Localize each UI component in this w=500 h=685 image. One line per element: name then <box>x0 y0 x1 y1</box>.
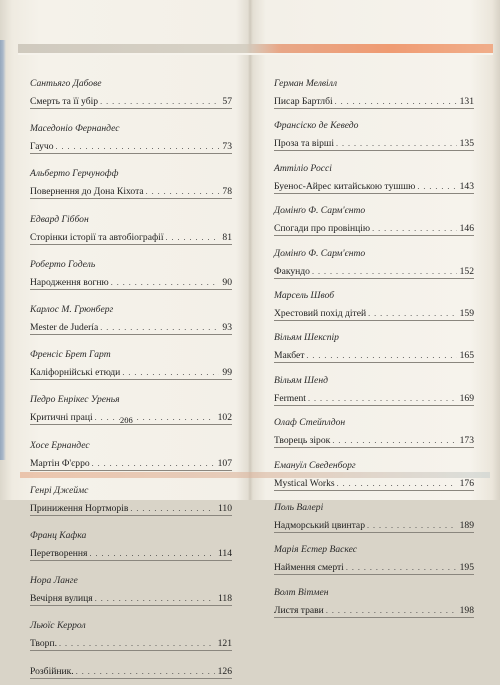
toc-title: Творп. <box>30 638 57 650</box>
toc-author: Педро Енрікес Уренья <box>30 394 120 406</box>
toc-page-number: 135 <box>459 138 474 150</box>
toc-line <box>30 592 232 606</box>
toc-entry <box>274 290 474 332</box>
toc-entry <box>274 205 474 247</box>
toc-title: Надморський цвинтар <box>274 519 365 531</box>
toc-page-number: 90 <box>222 276 232 288</box>
toc-title: Mystical Works <box>274 477 335 489</box>
leader-dots <box>336 137 457 150</box>
leader-dots <box>95 592 215 605</box>
toc-author: Франсіско де Кеведо <box>274 120 359 132</box>
toc-page-number: 73 <box>222 141 232 153</box>
toc-entry <box>30 214 232 259</box>
leader-dots <box>346 561 457 574</box>
toc-line <box>274 477 474 491</box>
toc-page-number: 114 <box>217 547 232 559</box>
page-top-edge <box>18 44 493 53</box>
toc-entry <box>30 259 232 304</box>
left-page-contents <box>30 78 232 685</box>
toc-line <box>30 366 232 380</box>
toc-entry <box>274 544 474 586</box>
toc-page-number: 169 <box>459 392 474 404</box>
toc-line <box>274 265 474 279</box>
toc-title: Мартін Ф'єрро <box>30 457 90 469</box>
toc-entry <box>30 440 232 485</box>
toc-page-number: 146 <box>459 223 474 235</box>
toc-title: Факундо <box>274 265 310 277</box>
toc-author: Марія Естер Васкес <box>274 544 358 556</box>
toc-author: Френсіс Брет Гарт <box>30 349 111 361</box>
toc-entry <box>30 530 232 575</box>
toc-page-number: 198 <box>459 604 474 616</box>
toc-page-number: 143 <box>459 180 474 192</box>
toc-author: Домінґо Ф. Сарм'єнто <box>274 205 366 217</box>
toc-title: Вечірня вулиця <box>30 593 93 605</box>
toc-author: Герман Мелвілл <box>274 78 338 89</box>
toc-title: Макбет <box>274 350 305 362</box>
toc-line <box>274 180 474 194</box>
toc-page-number: 173 <box>459 435 474 447</box>
toc-title: Листя трави <box>274 604 324 616</box>
leader-dots <box>100 321 219 334</box>
toc-page-number: 165 <box>459 350 474 362</box>
toc-author: Нора Ланге <box>30 575 78 587</box>
toc-line <box>30 502 232 516</box>
toc-page-number: 107 <box>217 457 232 469</box>
leader-dots <box>417 180 456 193</box>
toc-line <box>30 185 232 199</box>
toc-entry <box>30 123 232 168</box>
leader-dots <box>76 665 215 678</box>
toc-page-number: 110 <box>217 502 232 514</box>
toc-page-number: 81 <box>222 231 232 243</box>
page-number: 206 <box>120 415 133 425</box>
leader-dots <box>56 140 220 153</box>
toc-page-number: 57 <box>222 96 232 107</box>
toc-author: Аттіліо Россі <box>274 162 332 174</box>
toc-title: Розбійник. <box>30 666 74 678</box>
toc-author: Марсель Швоб <box>274 289 335 301</box>
toc-entry <box>30 575 232 620</box>
leader-dots <box>146 185 220 198</box>
leader-dots <box>92 457 215 470</box>
toc-title: Перетворення <box>30 547 88 559</box>
toc-title: Наймення смерті <box>274 562 344 574</box>
toc-title: Творець зірок <box>274 435 331 447</box>
page-top-line <box>18 53 493 55</box>
toc-entry <box>30 304 232 349</box>
leader-dots <box>166 231 220 244</box>
toc-author: Вільям Шенд <box>274 374 328 386</box>
toc-entry <box>274 587 474 629</box>
toc-author: Генрі Джеймс <box>30 484 89 496</box>
toc-title: Смерть та її убір <box>30 96 99 107</box>
leader-dots <box>130 502 215 515</box>
toc-page-number: 93 <box>222 321 232 333</box>
toc-title: Народження вогню <box>30 276 109 288</box>
toc-line <box>30 637 232 651</box>
toc-entry <box>30 78 232 123</box>
toc-entry <box>30 168 232 213</box>
toc-entry <box>274 502 474 544</box>
toc-title: Сторінки історії та автобіографії <box>30 231 164 243</box>
leader-dots <box>367 519 457 532</box>
toc-entry <box>274 375 474 417</box>
toc-line <box>30 457 232 471</box>
toc-entry <box>30 485 232 530</box>
toc-line <box>274 434 474 448</box>
leader-dots <box>89 547 215 560</box>
leader-dots <box>368 307 457 320</box>
toc-author: Сантьяго Дабове <box>30 78 102 89</box>
toc-page-number: 131 <box>459 96 474 107</box>
toc-title: Буенос-Айрес китайською тушшю <box>274 180 416 192</box>
toc-author: Роберто Годель <box>30 258 96 270</box>
toc-line <box>274 392 474 406</box>
toc-author: Альберто Герчунофф <box>30 168 119 180</box>
toc-entry <box>30 620 232 665</box>
toc-entry <box>30 349 232 394</box>
cover-edge <box>0 40 14 460</box>
leader-dots <box>337 477 457 490</box>
toc-author: Волт Вітмен <box>274 586 329 598</box>
toc-title: Спогади про провінцію <box>274 223 371 235</box>
toc-author: Вільям Шекспір <box>274 332 339 344</box>
toc-page-number: 176 <box>459 477 474 489</box>
toc-entry-last <box>30 665 232 685</box>
toc-title: Проза та вірші <box>274 138 334 150</box>
leader-dots <box>326 604 457 617</box>
toc-line <box>274 137 474 151</box>
toc-title: Mester de Judería <box>30 321 99 333</box>
toc-page-number: 102 <box>217 412 232 424</box>
toc-line <box>30 140 232 154</box>
toc-title: Критичні праці <box>30 412 93 424</box>
toc-line <box>274 222 474 236</box>
toc-author: Льюїс Керрол <box>30 620 86 632</box>
toc-page-number: 99 <box>222 367 232 379</box>
toc-entry <box>274 163 474 205</box>
toc-author: Поль Валері <box>274 501 324 513</box>
leader-dots <box>372 222 457 235</box>
toc-author: Едвард Гіббон <box>30 213 89 225</box>
leader-dots <box>100 95 219 108</box>
toc-line <box>274 307 474 321</box>
toc-entry <box>274 460 474 502</box>
toc-line <box>30 321 232 335</box>
toc-page-number: 152 <box>459 265 474 277</box>
toc-line <box>274 604 474 618</box>
toc-page-number: 121 <box>217 638 232 650</box>
toc-page-number: 126 <box>217 666 232 678</box>
toc-title: Повернення до Дона Кіхота <box>30 186 144 198</box>
toc-title: Ferment <box>274 392 306 404</box>
toc-entry <box>274 78 474 120</box>
toc-author: Карлос М. Грюнберг <box>30 303 114 315</box>
toc-author: Франц Кафка <box>30 529 87 541</box>
toc-line <box>274 561 474 575</box>
toc-page-number: 189 <box>459 519 474 531</box>
toc-line <box>274 519 474 533</box>
toc-author: Домінґо Ф. Сарм'єнто <box>274 247 366 259</box>
leader-dots <box>335 95 457 108</box>
leader-dots <box>312 265 457 278</box>
toc-author: Хосе Ернандес <box>30 439 90 451</box>
leader-dots <box>306 349 456 362</box>
toc-page-number: 195 <box>459 562 474 574</box>
toc-page-number: 159 <box>459 307 474 319</box>
toc-author: Емануїл Сведенборг <box>274 459 356 471</box>
toc-entry <box>274 332 474 374</box>
toc-line <box>274 95 474 109</box>
toc-line <box>30 231 232 245</box>
toc-entry <box>274 417 474 459</box>
toc-page-number: 118 <box>217 593 232 605</box>
leader-dots <box>95 411 215 424</box>
leader-dots <box>332 434 456 447</box>
toc-title: Писар Бартлбі <box>274 96 333 107</box>
toc-line <box>274 349 474 363</box>
toc-line <box>30 95 232 109</box>
toc-page-number: 78 <box>222 186 232 198</box>
leader-dots <box>122 366 219 379</box>
toc-author: Олаф Стейплдон <box>274 417 346 429</box>
toc-title: Каліфорнійські етюди <box>30 367 121 379</box>
toc-title: Приниження Нортморів <box>30 502 129 514</box>
toc-line <box>30 547 232 561</box>
toc-entry <box>274 120 474 162</box>
toc-title: Хрестовий похід дітей <box>274 307 367 319</box>
leader-dots <box>59 637 215 650</box>
toc-entry <box>274 248 474 290</box>
toc-author: Маседоніо Фернандес <box>30 123 120 135</box>
right-page-contents <box>274 78 474 629</box>
leader-dots <box>111 276 220 289</box>
toc-title: Гаучо <box>30 141 54 153</box>
leader-dots <box>308 392 457 405</box>
toc-line <box>30 276 232 290</box>
